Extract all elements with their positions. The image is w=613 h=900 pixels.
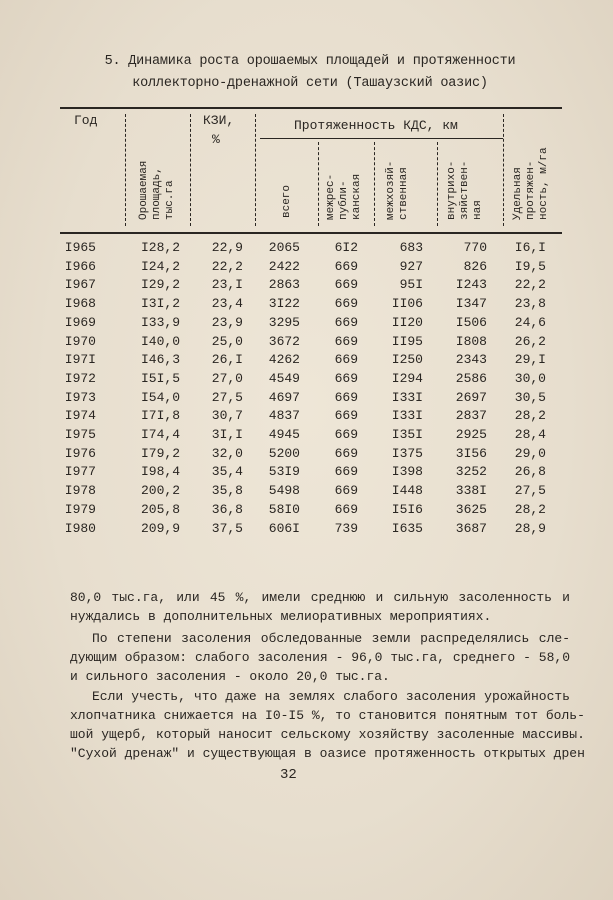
cell-total-length: 53I9	[268, 464, 300, 480]
cell-kzi: 36,8	[211, 501, 243, 517]
header-total: всего	[281, 184, 293, 218]
cell-onfarm: 3625	[455, 501, 487, 517]
cell-kzi: 37,5	[211, 520, 243, 536]
paragraph-line: и сильного засоления - около 20,0 тыс.га.	[70, 669, 390, 684]
cell-irrigated-area: I29,2	[140, 277, 180, 293]
cell-irrigated-area: 200,2	[140, 483, 180, 499]
paragraph-line: хлопчатника снижается на I0-I5 %, то становится понятным тот боль-	[70, 708, 585, 723]
cell-specific-length: I6,I	[514, 240, 546, 255]
paragraph-line: дующим образом: слабого засоления - 96,0 тыс.га, среднего - 58,0	[70, 650, 570, 665]
cell-interfarm: I398	[391, 464, 423, 480]
cell-irrigated-area: I28,2	[140, 240, 180, 255]
cell-year: I974	[64, 408, 96, 424]
cell-interfarm: I635	[391, 520, 423, 536]
cell-onfarm: 2925	[455, 427, 487, 442]
cell-onfarm: I506	[455, 314, 487, 330]
cell-onfarm: I243	[455, 277, 487, 293]
cell-interfarm: II20	[391, 314, 423, 330]
cell-year: I973	[64, 389, 96, 405]
cell-total-length: 3I22	[268, 296, 300, 312]
cell-interrepublic: 669	[334, 277, 358, 293]
cell-year: I978	[64, 483, 96, 499]
cell-interrepublic: 669	[334, 501, 358, 517]
cell-onfarm: 2586	[455, 370, 487, 386]
cell-year: I975	[64, 427, 96, 442]
cell-irrigated-area: I7I,8	[140, 408, 180, 424]
column-separator	[255, 114, 256, 226]
cell-interfarm: I448	[391, 483, 423, 499]
cell-year: I979	[64, 501, 96, 517]
cell-total-length: 4837	[268, 408, 300, 424]
cell-total-length: 2863	[268, 277, 300, 293]
cell-total-length: 3672	[268, 333, 300, 349]
cell-interfarm: 927	[399, 258, 423, 274]
cell-kzi: 26,I	[211, 352, 243, 368]
column-separator	[190, 114, 191, 226]
table-top-rule	[60, 107, 562, 109]
table-row	[0, 502, 613, 521]
cell-interfarm: I33I	[391, 389, 423, 405]
header-interfarm: межхозяй- ственная	[385, 160, 410, 220]
table-row	[0, 315, 613, 334]
table-row	[0, 352, 613, 371]
cell-irrigated-area: I74,4	[140, 427, 180, 442]
cell-interrepublic: 669	[334, 427, 358, 442]
cell-onfarm: 2343	[455, 352, 487, 368]
column-separator	[318, 142, 319, 226]
cell-interfarm: I375	[391, 445, 423, 461]
cell-total-length: 58I0	[268, 501, 300, 517]
cell-irrigated-area: I33,9	[140, 314, 180, 330]
cell-specific-length: 28,9	[514, 520, 546, 536]
cell-interrepublic: 669	[334, 370, 358, 386]
header-irrigated-area: Орошаемая площадь, тыс.га	[138, 160, 176, 220]
header-interrepublic: межрес- публи- канская	[325, 173, 363, 220]
cell-total-length: 606I	[268, 520, 300, 536]
cell-onfarm: 3687	[455, 520, 487, 536]
table-header-rule	[60, 232, 562, 234]
cell-year: I967	[64, 277, 96, 293]
table-row	[0, 240, 613, 259]
cell-total-length: 5498	[268, 483, 300, 499]
cell-year: I970	[64, 333, 96, 349]
header-specific-length: Удельная протяжен- ность, м/га	[512, 147, 550, 220]
header-year: Год	[74, 113, 98, 128]
cell-kzi: 3I,I	[211, 427, 243, 442]
column-separator	[374, 142, 375, 226]
cell-year: I966	[64, 258, 96, 274]
cell-irrigated-area: I5I,5	[140, 370, 180, 386]
cell-specific-length: 28,2	[514, 501, 546, 517]
cell-kzi: 23,I	[211, 277, 243, 293]
cell-onfarm: I347	[455, 296, 487, 312]
cell-kzi: 32,0	[211, 445, 243, 461]
cell-year: I977	[64, 464, 96, 480]
paragraph-line: шой ущерб, который наносит сельскому хозяйству засоленные массивы.	[70, 727, 585, 742]
table-row	[0, 464, 613, 483]
cell-total-length: 2422	[268, 258, 300, 274]
paragraph-line: "Сухой дренаж" и существующая в оазисе протяженность открытых дрен	[70, 746, 585, 761]
table-title-line-1: 5. Динамика роста орошаемых площадей и протяженности	[104, 54, 516, 69]
table-row	[0, 277, 613, 296]
cell-interfarm: II06	[391, 296, 423, 312]
cell-kzi: 30,7	[211, 408, 243, 424]
cell-interfarm: 95I	[399, 277, 423, 293]
cell-kzi: 35,4	[211, 464, 243, 480]
cell-onfarm: 2837	[455, 408, 487, 424]
table-row	[0, 427, 613, 446]
cell-kzi: 27,0	[211, 370, 243, 386]
cell-irrigated-area: I46,3	[140, 352, 180, 368]
cell-specific-length: 24,6	[514, 314, 546, 330]
cell-irrigated-area: I40,0	[140, 333, 180, 349]
table-row	[0, 259, 613, 278]
header-onfarm: внутрихо- зяйствен- ная	[446, 160, 484, 220]
paragraph-line: По степени засоления обследованные земли распределялись сле-	[92, 631, 570, 646]
column-separator	[503, 114, 504, 226]
cell-interrepublic: 6I2	[334, 240, 358, 255]
cell-specific-length: 28,4	[514, 427, 546, 442]
table-row	[0, 483, 613, 502]
cell-interfarm: 683	[399, 240, 423, 255]
cell-onfarm: 3I56	[455, 445, 487, 461]
cell-irrigated-area: 209,9	[140, 520, 180, 536]
paragraph-2	[70, 629, 570, 686]
table-row	[0, 371, 613, 390]
cell-kzi: 23,4	[211, 296, 243, 312]
cell-interfarm: I250	[391, 352, 423, 368]
table-row	[0, 521, 613, 540]
cell-specific-length: 27,5	[514, 483, 546, 499]
cell-irrigated-area: 205,8	[140, 501, 180, 517]
table-title-line-2: коллекторно-дренажной сети (Ташаузский оазис)	[132, 76, 488, 91]
paragraph-line: 80,0 тыс.га, или 45 %, имели среднюю и сильную засоленность и	[70, 590, 570, 605]
cell-interrepublic: 669	[334, 408, 358, 424]
cell-onfarm: 2697	[455, 389, 487, 405]
paragraph-1	[70, 588, 570, 626]
cell-interfarm: II95	[391, 333, 423, 349]
header-kzi: КЗИ,	[203, 113, 235, 128]
cell-specific-length: 29,0	[514, 445, 546, 461]
cell-irrigated-area: I54,0	[140, 389, 180, 405]
cell-onfarm: 826	[463, 258, 487, 274]
cell-total-length: 4549	[268, 370, 300, 386]
cell-interrepublic: 669	[334, 483, 358, 499]
cell-total-length: 4262	[268, 352, 300, 368]
cell-interrepublic: 669	[334, 389, 358, 405]
cell-interrepublic: 669	[334, 296, 358, 312]
cell-total-length: 5200	[268, 445, 300, 461]
cell-specific-length: 26,2	[514, 333, 546, 349]
cell-kzi: 23,9	[211, 314, 243, 330]
cell-year: I968	[64, 296, 96, 312]
cell-year: I980	[64, 520, 96, 536]
cell-onfarm: 338I	[455, 483, 487, 499]
table-row	[0, 408, 613, 427]
cell-irrigated-area: I79,2	[140, 445, 180, 461]
cell-year: I976	[64, 445, 96, 461]
cell-interfarm: I5I6	[391, 501, 423, 517]
cell-interrepublic: 669	[334, 352, 358, 368]
cell-year: I97I	[64, 352, 96, 368]
cell-specific-length: 30,0	[514, 370, 546, 386]
cell-interrepublic: 669	[334, 464, 358, 480]
cell-specific-length: 30,5	[514, 389, 546, 405]
table-row	[0, 296, 613, 315]
column-separator	[437, 142, 438, 226]
page-number: 32	[280, 767, 297, 783]
cell-specific-length: 26,8	[514, 464, 546, 480]
cell-onfarm: 770	[463, 240, 487, 255]
table-row	[0, 446, 613, 465]
cell-interfarm: I33I	[391, 408, 423, 424]
cell-kzi: 25,0	[211, 333, 243, 349]
cell-kzi: 35,8	[211, 483, 243, 499]
cell-irrigated-area: I98,4	[140, 464, 180, 480]
header-kzi-unit: %	[212, 132, 220, 147]
cell-irrigated-area: I3I,2	[140, 296, 180, 312]
cell-total-length: 4945	[268, 427, 300, 442]
cell-kzi: 22,9	[211, 240, 243, 255]
cell-interrepublic: 739	[334, 520, 358, 536]
paragraph-3	[70, 687, 585, 763]
cell-interfarm: I294	[391, 370, 423, 386]
table-row	[0, 334, 613, 353]
cell-interrepublic: 669	[334, 445, 358, 461]
cell-interrepublic: 669	[334, 258, 358, 274]
paragraph-line: нуждались в дополнительных мелиоративных мероприятиях.	[70, 609, 492, 624]
cell-kzi: 22,2	[211, 258, 243, 274]
cell-specific-length: 22,2	[514, 277, 546, 293]
cell-onfarm: 3252	[455, 464, 487, 480]
cell-specific-length: 23,8	[514, 296, 546, 312]
cell-specific-length: 28,2	[514, 408, 546, 424]
header-kds-group: Протяженность КДС, км	[294, 118, 458, 133]
group-header-rule	[260, 138, 503, 139]
cell-specific-length: 29,I	[514, 352, 546, 368]
cell-total-length: 3295	[268, 314, 300, 330]
cell-specific-length: I9,5	[514, 258, 546, 274]
cell-onfarm: I808	[455, 333, 487, 349]
column-separator	[125, 114, 126, 226]
cell-interrepublic: 669	[334, 314, 358, 330]
cell-total-length: 4697	[268, 389, 300, 405]
cell-year: I965	[64, 240, 96, 255]
cell-kzi: 27,5	[211, 389, 243, 405]
cell-interrepublic: 669	[334, 333, 358, 349]
table-row	[0, 390, 613, 409]
cell-year: I972	[64, 370, 96, 386]
cell-year: I969	[64, 314, 96, 330]
cell-total-length: 2065	[268, 240, 300, 255]
cell-interfarm: I35I	[391, 427, 423, 442]
paragraph-line: Если учесть, что даже на землях слабого засоления урожайность	[92, 689, 570, 704]
cell-irrigated-area: I24,2	[140, 258, 180, 274]
